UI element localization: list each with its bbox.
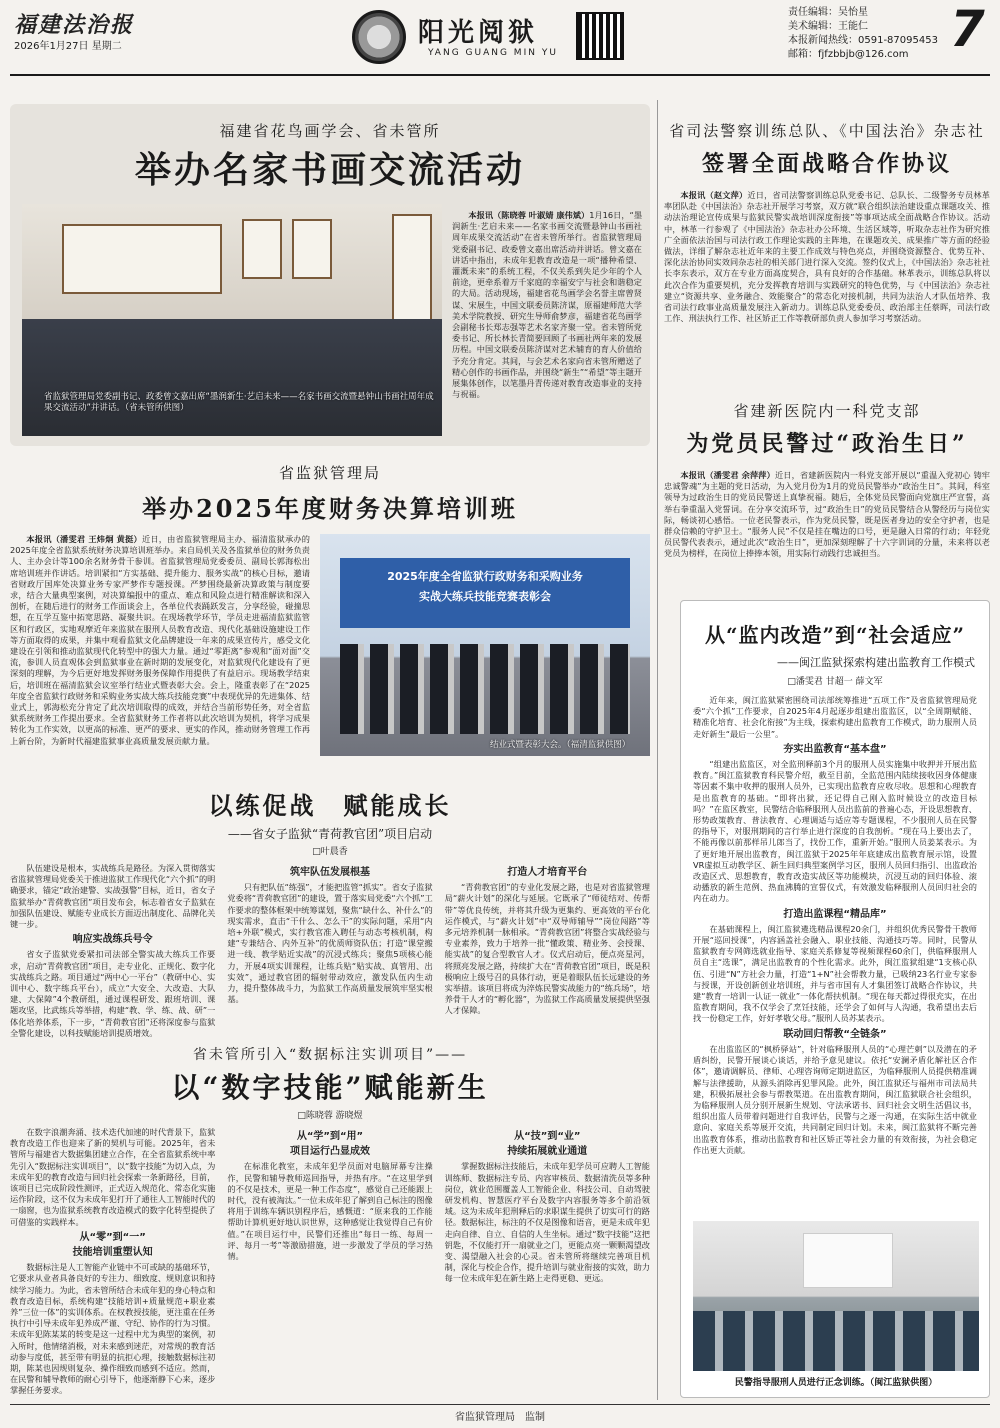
article5-sub3: 打造人才培育平台: [507, 867, 588, 878]
newspaper-logo: 福建法治报: [14, 12, 135, 38]
masthead-rule: [10, 74, 990, 76]
article5-body2: 只有把队伍“练强”，才能把监管“抓实”。省女子监狱党委将“青荷教官团”的建设，置于落实局党委“六个抓”工作要求的整体框架中统筹谋划，聚焦“缺什么、补什么”的现实需求，直击“干什么、怎么干”的实际问题，采用“内培+外联”模式，实行教官准入聘任与动态考核机制，构建“专兼结合、内外互补”的优质师资队伍；打造“课堂搬进一线、教学贴近实战”的沉浸式练兵；聚焦5项核心能力，开展4项实训课程，让练兵贴“贴实战、真管用、出实效”，通过教官团的辐射带动效应，激发队伍内生动力，提升整体战斗力，为监狱工作高质量发展筑牢坚实根基。: [227, 882, 433, 1005]
article4-headline: 举办2025年度财务决算培训班: [142, 494, 518, 523]
article1-caption: 省监狱管理局党委副书记、政委曾文嘉出席“墨润新生·艺启未来——名家书画交流暨悬钟山书画社周年成果交流活动”并讲话。（省未管所供图）: [44, 392, 434, 413]
article5-subtitle: ——省女子监狱“青荷教官团”项目启动: [227, 827, 433, 841]
article5-col2: [227, 863, 432, 1043]
article5-headline: 以练促战 赋能成长: [208, 791, 452, 820]
article6-sub3b: 持续拓展就业通道: [507, 1146, 588, 1158]
article2-text: 近日，省司法警察训练总队党委书记、总队长、二级警务专员林革率团队赴《中国法治》杂志社开展学习考察，双方就“联合组织法治建设重点课题攻关、推动法治理论宣传成果与监狱民警实战培训深度衔接”等事项达成全面战略合作协议。活动中，林革一行参观了《中国法治》杂志社办公环境、生活区域等，听取杂志社作为研究推广全面依法治国与司法行政工作理论实践的主阵地，在课题攻关、成果推广等方面的经验做法，详细了解杂志社近年来的主要工作成效与特色亮点，并围绕资源整合、优势互补、深化法治协同实效同杂志社的相关部门进行深入交流。签约仪式上，《中国法治》杂志社社长李东表示，双方在专业方面高度契合，具有良好的合作基础。林革表示，训练总队将以此次合作为重要契机，充分发挥教育培训与实践研究的特色优势，与《中国法治》杂志社建立“资源共享、业务融合、效能聚合”的常态化对接机制，共同为法治人才队伍培养、我省司法行政事业高质量发展注入新动力。训练总队党委委员、政治部主任蔡晖，司法行政工作、刑法执行工作、社区矫正工作等教研部负责人参加学习考察活动。: [664, 190, 990, 324]
article1-photo: [22, 204, 442, 436]
article5-body3: “青荷教官团”的专业化发展之路，也是对省监狱管理局“薪火计划”的深化与延展。它既承了“师徒结对、传帮带”等优良传统，并将其升级为更集约、更高效的平台化运作模式，与“薪火计划”中“双导师辅导”“岗位闯路”等多元培养机制一脉相承。“青荷教官团”将整合实战经验与专业素养，致力于培养一批“懂政策、精业务、会授课、能实战”的复合型教官人才。仪式启动后，便点亮星河，将照亮发展之路，持续扩大在“青荷教官团”项目，既是积极响应上级号召的具体行动，更是着眼队伍长远建设的务实举措。该项目将成为淬炼民警实战能力的“练兵场”，培养骨干人才的“孵化器”，为监狱工作高质量发展提供坚强人才保障。: [444, 882, 650, 1016]
article6-sub2: 从“学”到“用”: [296, 1131, 364, 1142]
email: 邮箱：fjfzbbjb@126.com: [788, 49, 909, 60]
qr-code-icon: [576, 12, 624, 60]
article3-text: 近日，省建新医院内一科党支部开展以“重温入党初心 铸牢忠诚警魂”为主题的党日活动，为入党月份为1月的党员民警举办“政治生日”。其间，科室领导为过政治生日的党员民警送上真挚祝福。随后，全体党员民警面向党旗庄严宣誓，高举右拳重温入党誓词。在分享交流环节，过“政治生日”的党员民警结合从警经历与岗位实际，畅谈初心感悟。一位老民警表示，作为党员民警，既是医者身边的安全守护者，也是群众信赖的守护卫士。“服务人民”不仅是挂在嘴边的口号，更是融入日常的行动；年轻党员民警代表表示，通过此次“政治生日”，更加深刻理解了十六字训词的分量，未来将以老党员为榜样，在岗位上捧捧本领，用实际行动践行忠诚担当。: [664, 470, 990, 559]
article-prison-to-society: [680, 600, 990, 1398]
article5-intro: 队伍建设是根本，实战练兵是路径。为深入贯彻落实省监狱管理局党委关于推进监狱工作现代化“六个抓”的明确要求，锚定“政治建警、实战强警”目标，近日，省女子监狱举办“青荷教官团”项目发布会，标志着省女子监狱在加强队伍建设、赋能专业成长方面迈出制度化、品牌化关键一步。: [10, 863, 216, 930]
article3-body: [664, 470, 990, 590]
article6-body3: 掌握数据标注技能后，未成年犯学员可应聘人工智能训练师、数据标注专员、内容审核员、数据清洗员等多种岗位，就业范围覆盖人工智能企业、科技公司、自动驾驶研发机构、智慧医疗平台及数字内容服务等多个前沿领域。这为未成年犯刑释后的求职谋生提供了切实可行的路径。数据标注，标注的不仅是图像和语音，更是未成年犯走向自律、自立、自信的人生坐标。通过“数字技能”这把钥匙，不仅能打开一扇就业之门，更能点亮一颗颗渴望改变、渴望融入社会的心灵。省未管所将继续完善项目机制，深化与校企合作，提升培训与就业衔接的实效，助力每一位未成年犯在新生路上走得更稳、更远。: [444, 1161, 650, 1284]
article-strategic-cooperation: [664, 104, 990, 404]
section-pinyin: YANG GUANG MIN YU: [428, 48, 558, 58]
issue-date: 2026年1月27日 星期二: [14, 41, 122, 52]
article5-col1: [10, 863, 215, 1043]
article5-col3: [445, 863, 650, 1043]
footer-supervisor: 省监狱管理局 监制: [455, 1412, 545, 1423]
article1-headline: 举办名家书画交流活动: [134, 149, 525, 191]
article6-body2: 在标准化教室，未成年犯学员面对电脑屏幕专注操作，民警和辅导教师巡回指导，并热有序。“在这里学到的不仅是技术，更是一种工作态度”，感觉自己还能跟上时代，没有被淘汰。”一位未成年犯了解到自己标注的图像将用于训练车辆识别程序后，感慨道：“原来我的工作能帮助计算机更好地认识世界，这种感觉让我觉得自己有价值。”在项目运行中，民警们还推出“每日一练、每周一评、每月一考”等激励措施，进一步激发了学员的学习热情。: [227, 1161, 433, 1262]
article2-body: [664, 190, 990, 388]
article5-sub2: 筑牢队伍发展根基: [289, 867, 370, 878]
article2-headline: 签署全面战略合作协议: [701, 151, 952, 177]
article6-sub2b: 项目运行凸显成效: [289, 1146, 370, 1158]
article6-col3: [445, 1127, 650, 1407]
editor-info: [788, 6, 938, 62]
article7-author: □潘雯君 甘超一 薛文军: [787, 677, 883, 687]
article7-body3: 在出监监区的“枫桥驿站”，针对临释服刑人员的“心理芒刺”以及潜在的矛盾纠纷，民警开展谈心谈话，并给予意见建议。依托“安澜矛盾化解社区合作体”，邀请调解员、律师、心理咨询师定期进监区，为临释服刑人员提供精准调解与法律援助，从源头消除再犯罪风险。此外，闽江监狱还与福州市司法局共建，积极拓展社会参与帮教渠道。在出监教育期间，闽江监狱联合社会组织，为临释服刑人员分别开展新生规划、守法承诺书、回归社会文明生活倡议书，组织出监人员带着问题进行自我评估，民警与之逐一沟通，在实际生活中就业意向、家庭关系等展开交流，共同制定回归计划。未来，闽江监狱将不断完善出监教育体系，推动出监教育和社区矫正等社会力量的有效衔接，为社会稳定作出更大贡献。: [693, 1043, 977, 1155]
article6-intro: 在数字浪潮奔涌、技术迭代加速的时代背景下，监狱教育改造工作也迎来了新的契机与可能。2025年，省未管所与福建省大数据集团建立合作，在全省监狱系统中率先引入“数据标注实训项目”，以“数字技能”为切入点，为未成年犯的教育改造与回归社会探索一条新路径，目前，该项目已完成阶段性测评，正式迈入规范化、常态化实施运作阶段，这不仅为未成年犯打开了通往人工智能时代的一扇窗，也为监狱系统教育改造模式的数字化转型提供了可借鉴的实践样本。: [10, 1127, 216, 1227]
article5-sub1: 响应实战练兵号令: [72, 934, 153, 946]
article4-photo: [320, 534, 650, 756]
article7-caption: 民警指导服刑人员进行正念训练。（闽江监狱供图）: [734, 1378, 938, 1388]
article7-headline: 从“监内改造”到“社会适应”: [704, 623, 965, 647]
article4-byline: 本报讯（潘雯君 王炜炯 黄挺）: [26, 534, 142, 544]
article-calligraphy-exchange: [10, 104, 650, 446]
article4-text: 近日，由省监狱管理局主办、福清监狱承办的2025年度全省监狱系统财务决算培训班举办。来自局机关及各监狱单位的财务负责人、主办会计等100余名财务骨干参训。省监狱管理局党委委员、副局长郭海松出席培训班并作讲话。培训紧扣“方实基础、提升能力、服务实战”的核心目标，邀请省财政厅国库处决算业务专家严梦作专题授课。严梦围绕最新决算政策与制度要求，结合大量典型案例，对决算编报中的重点、难点和风险点进行精准解读和深入剖析，在随后进行的财务工作面谈会上，各单位代表踊跃发言，分享经验，碰撞思想，在互学互鉴中拓宽思路、凝聚共识。在现场教学环节，学员走进福清监狱监管区和行政区，实地观摩近年来监狱在服刑人员教育改造、现代化基础设施建设工作等方面取得的成果，并集中观看监狱文化品牌建设一年来的成果宣传片，感受文化建设在引领和推动监狱现代化转型中的强大力量。通过“零距离”参观和“面对面”交流，参训人员直观体会到监狱事业在新时期的发展变化，对监狱现代化建设有了更深刻的理解，为今后更好地发挥财务服务保障作用提供了有益启示。现场教学结束后，培训班在福清监狱会议室举行结业式暨表彰大会。会上，隆重表彰了在“2025年度全省监狱行政财务和采购业务实战大练兵技能竞赛”中表现优异的先进集体、结业式上，郭海松充分肯定了此次培训取得的成效，并结合当前形势任务，对全省监狱系统财务工作提出要求。全省监狱财务工作者将以此次培训为契机，将学习成果转化为工作实效，以更高的标准、更严的要求、更实的作风，推动财务管理工作再上新台阶，为新时代福建监狱事业高质量发展贡献力量。: [10, 534, 310, 746]
article6-author: □陈晓蓉 游晓煜: [297, 1111, 363, 1121]
article-training-boost: [10, 786, 650, 1036]
column-divider: [657, 100, 658, 1400]
hotline: 本报新闻热线：0591-87095453: [788, 35, 938, 46]
article7-body2: 在基础课程上，闽江监狱遴选精品课程20余门，并组织优秀民警骨干教师开展“巡回授课”，内容涵盖社会融入、职业技能、沟通技巧等。同时，民警从监狱教育专网筛选就业指导、家庭关系修复等视频课程60余门，供临释服刑人员自主“选课”，满足出监教育的个性化需求。此外，闽江监狱组建“1支核心队伍、引进“N”方社会力量，打造“1+N”社会帮教力量，已吸纳23名行业专家参与授课，开设创新创业培训班，并与省市国有人才集团签订战略合作协议，共建“教育一培训一认证一就业”一体化帮扶机制。“现在每天都过得很充实，在出监教育期间，我不仅学会了烹饪技能，还学会了如何与人沟通，我希望出去后找一份稳定工作，好好孝敬父母。”服刑人员苏某表示。: [693, 923, 977, 1024]
article2-kicker: 省司法警察训练总队、《中国法治》杂志社: [669, 122, 985, 140]
article6-col1: [10, 1127, 215, 1407]
article4-caption: 结业式暨表彰大会。（福清监狱供图）: [490, 740, 631, 750]
article-political-birthday: [664, 400, 990, 590]
article6-sub3: 从“技”到“业”: [514, 1131, 581, 1142]
article5-author: □叶晨香: [312, 847, 348, 857]
editor: 责任编辑：吴怡星: [788, 7, 868, 18]
police-emblem-icon: [352, 10, 406, 64]
article7-intro: 近年来，闽江监狱紧密围绕司法部统筹推进“五项工作”及省监狱管理局党委“六个抓”工作要求，自2025年4月起逐步组建出监监区，以“全周期赋能、精准化培育、社会化衔接”为主线，探索构建出监教育工作模式，助力服刑人员走好新生“最后一公里”。: [693, 695, 977, 739]
article7-sub1: 夯实出监教育“基本盘”: [783, 743, 887, 755]
footer-rule: [10, 1404, 990, 1405]
article-digital-skills: [10, 1044, 650, 1402]
masthead: [0, 0, 1000, 78]
article7-body: [693, 695, 977, 1215]
article7-sub3: 联动回归帮教“全链条”: [783, 1028, 887, 1040]
article6-sub1: 从“零”到“一”: [79, 1231, 146, 1243]
article7-subtitle: ——闽江监狱探索构建出监教育工作模式: [777, 656, 975, 669]
article-finance-training: [10, 462, 650, 762]
page-number: 7: [950, 0, 985, 58]
article6-col2: [227, 1127, 432, 1407]
art-editor: 美术编辑：王能仁: [788, 21, 868, 32]
article2-byline: 本报讯（赵文萍）: [680, 190, 748, 200]
article6-body1: 数据标注是人工智能产业链中不可或缺的基础环节，它要求从业者具备良好的专注力、细致度、规则意识和持续学习能力。为此，省未管所结合未成年犯的身心特点和教育改造目标，系统构建“技能培训+质量规范+职业素养”三位一体”的实训体系。在权教授技能，更注重在任务执行中引导未成年犯养成严谨、守纪、协作的行为习惯。未成年犯陈某某的转变是这一过程中尤为典型的案例，初入所时，他情绪消极，对未来感到迷茫，对常规的教育活动参与度低，甚至带有明显的抗拒心理，接触数据标注初期，陈某也因规则复杂、操作细致而感到不适应。然而，在民警和辅导教师的耐心引导下，他逐渐静下心来，逐步掌握任务要求。: [10, 1262, 216, 1396]
article1-text: 1月16日，“墨润新生·艺启未来——名家书画交流暨悬钟山书画社周年成果交流活动”在省未管所举行。省监狱管理局党委副书记、政委曾文嘉出席活动并讲话。曾文嘉在讲话中指出，未成年犯教育改造是一项“播种希望、灌溉未来”的系统工程，不仅关系到失足少年的个人前途，更牵系着万千家庭的幸福安宁与社会和谐稳定的大局。活动现场，福建省花鸟画学会名誉主席曾贤谋、宋展生，中国文联委员陈济谋，原福建师范大学美术学院教授、研究生导师俞梦彦，福建省花鸟画学会副秘书长郑志强等艺术名家齐聚一堂。省未管所党委书记、所长林长青简要回顾了书画社两年来的发展历程。中国文联委员陈济谋对艺术辅育的育人价值给予充分肯定。其间，与会艺术名家向省未管所赠送了精心创作的书画作品，并围绕“新生”“希望”等主题开展集体创作，以笔墨丹青传递对教育改造事业的支持与祝福。: [452, 210, 642, 400]
article1-kicker: 福建省花鸟画学会、省未管所: [219, 122, 441, 140]
article1-body: [452, 210, 642, 438]
article7-sub2: 打造出监课程“精品库”: [783, 908, 887, 920]
article4-kicker: 省监狱管理局: [278, 464, 381, 482]
photo-banner-line1: 2025年度全省监狱行政财务和采购业务: [387, 570, 583, 583]
article3-kicker: 省建新医院内一科党支部: [733, 402, 921, 420]
article4-body: [10, 534, 310, 762]
article6-headline: 以“数字技能”赋能新生: [171, 1071, 489, 1104]
section-title: 阳光阅狱: [418, 18, 539, 48]
article7-body1: “组建出监监区，对全监刑释前3个月的服刑人员实施集中收押并开展出监教育。”闽江监狱教育科民警介绍，截至目前，全监范围内陆续接收因身体健康等因素不集中收押的服刑人员外，已实现出监教育应收尽收。思想和心理教育是出监教育的基础。“即将出狱，还记得自己刚入监时候设立的改造目标吗？”在监区教室，民警结合临释服刑人员出监前的普遍心态，开设思想教育、形势政策教育、普法教育、心理调适与适应等专题课程，不少服刑人员在民警的指导下，对服刑期间的言行举止进行深度的自我剖析。“现在马上要出去了，不能再像以前那样吊儿郎当了，找份工作，重新开始。”服刑人员姜某表示。为了更好地开展出监教育，闽江监狱于2025年年底建成出监教育展示馆，设置VR虚拟互动教学区、新生回归典型案例学习区，服刑人员回归指引、出监政治改造区式、思想教育，教育改造实战区等功能模块，沉浸互动的回归体验、滚动播放的新生范例、热血沸腾的宣誓仪式，有效激发临释服刑人员回归社会的内在动力。: [693, 759, 977, 904]
article7-photo: [693, 1221, 979, 1371]
article1-byline: 本报讯（陈晓蓉 叶淑婧 康伟斌）: [468, 210, 590, 220]
article3-headline: 为党员民警过“政治生日”: [686, 431, 968, 457]
article6-kicker: 省未管所引入“数据标注实训项目”——: [192, 1047, 468, 1063]
article3-byline: 本报讯（潘雯君 余萍萍）: [680, 470, 775, 480]
article5-body1: 省女子监狱党委紧扣司法部全警实战大练兵工作要求，启动“青荷教官团”项目，走专业化、正规化、数字化实战练兵之路。项目通过“两中心一平台”（教研中心、实训中心、数字练兵平台），成立“大安全、大改造、大队建、大保障”4个教研组，通过课程研发、跟班培训、课题攻坚，比武练兵等举措，构建“教、学、练、战、研”一体化培养体系，下一步，“青荷教官团”还将深度参与监狱全警化建设，以科技赋能培训提质增效。: [10, 949, 216, 1038]
photo-banner-line2: 实战大练兵技能竞赛表彰会: [419, 590, 551, 603]
article6-sub1b: 技能培训重塑认知: [72, 1247, 153, 1259]
